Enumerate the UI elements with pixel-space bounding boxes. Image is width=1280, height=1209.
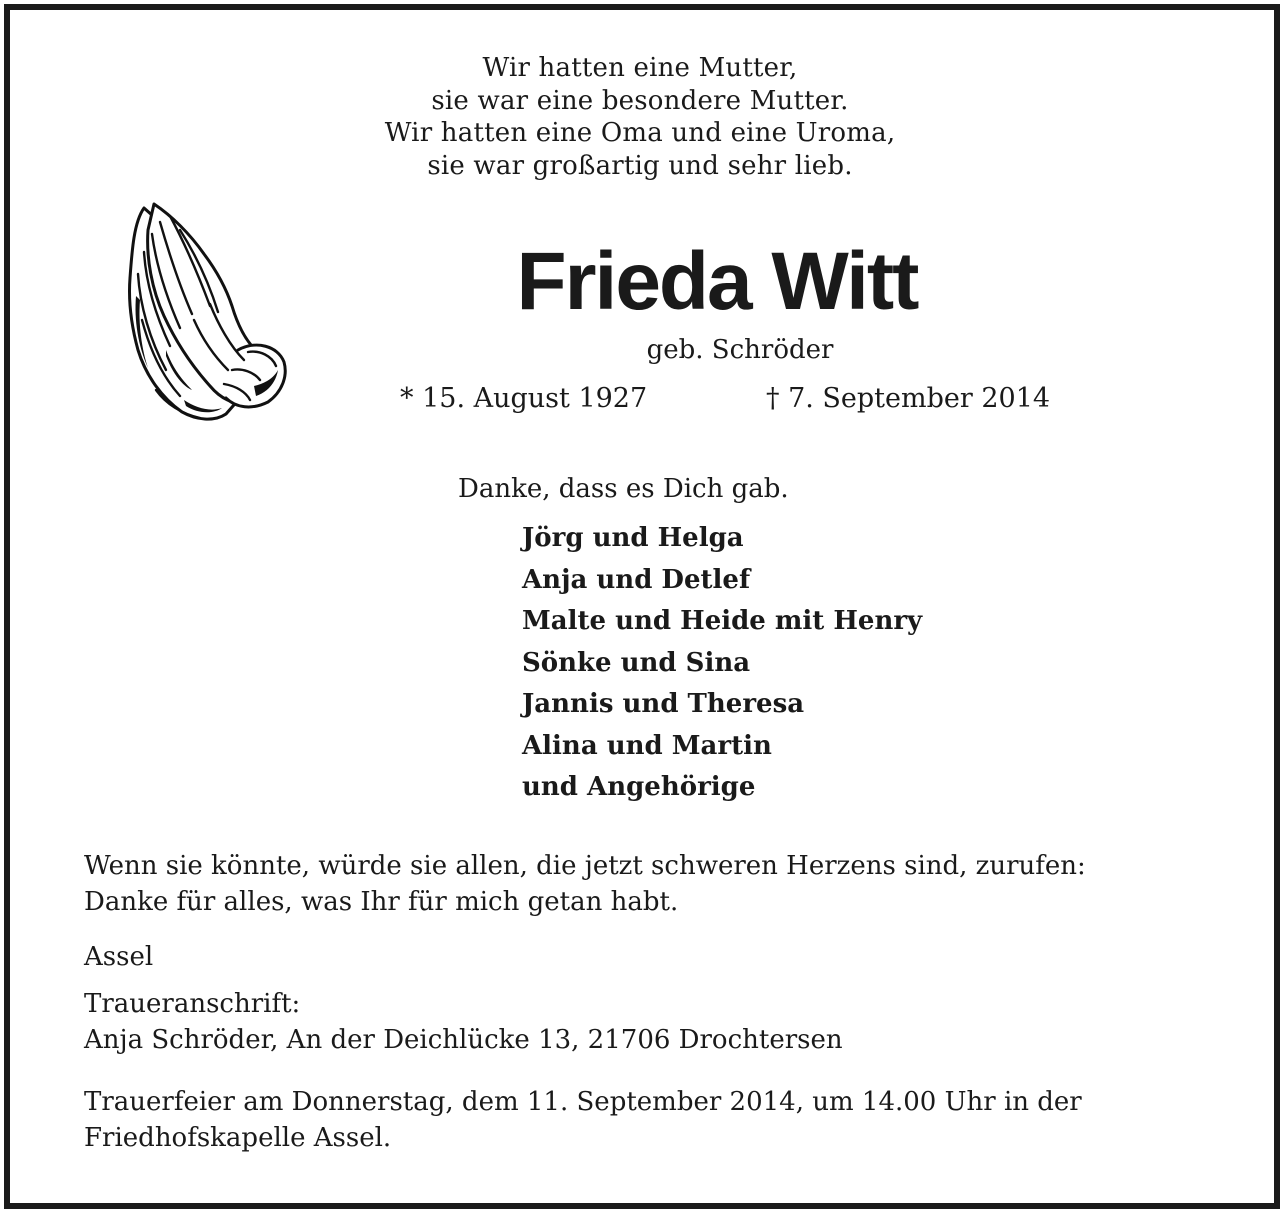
family-member: Malte und Heide mit Henry — [522, 606, 923, 636]
birth-name: geb. Schröder — [646, 335, 834, 365]
poem — [0, 52, 1280, 182]
family-member: Jörg und Helga — [522, 523, 744, 553]
family-member: Jannis und Theresa — [522, 689, 805, 719]
poem-line: Wir hatten eine Mutter, — [482, 53, 798, 83]
birth-date: * 15. August 1927 — [400, 383, 648, 414]
funeral-notice — [84, 1084, 1204, 1156]
deceased-name: Frieda Witt — [516, 236, 918, 327]
family-member: Anja und Detlef — [522, 564, 751, 595]
thanks-line: Danke, dass es Dich gab. — [458, 474, 789, 504]
death-date: † 7. September 2014 — [766, 383, 1051, 414]
mourning-address — [84, 986, 1204, 1058]
poem-line: sie war eine besondere Mutter. — [431, 85, 849, 116]
funeral-line: Friedhofskapelle Assel. — [84, 1123, 392, 1153]
address-label: Traueranschrift: — [84, 989, 301, 1019]
address-line: Anja Schröder, An der Deichlücke 13, 21706 Drochtersen — [84, 1025, 843, 1055]
poem-line: sie war großartig und sehr lieb. — [427, 150, 853, 181]
family-member: Sönke und Sina — [522, 647, 751, 678]
family-member: und Angehörige — [522, 772, 756, 802]
family-member: Alina und Martin — [522, 730, 772, 761]
poem-line: Wir hatten eine Oma und eine Uroma, — [384, 118, 896, 148]
place-name: Assel — [84, 942, 154, 972]
place — [84, 939, 1204, 975]
wish-paragraph — [84, 848, 1204, 920]
funeral-line: Trauerfeier am Donnerstag, dem 11. September 2014, um 14.00 Uhr in der — [84, 1087, 1082, 1117]
family-list — [522, 518, 922, 809]
wish-line: Wenn sie könnte, würde sie allen, die jetzt schweren Herzens sind, zurufen: — [84, 851, 1086, 881]
wish-line: Danke für alles, was Ihr für mich getan habt. — [84, 887, 679, 917]
